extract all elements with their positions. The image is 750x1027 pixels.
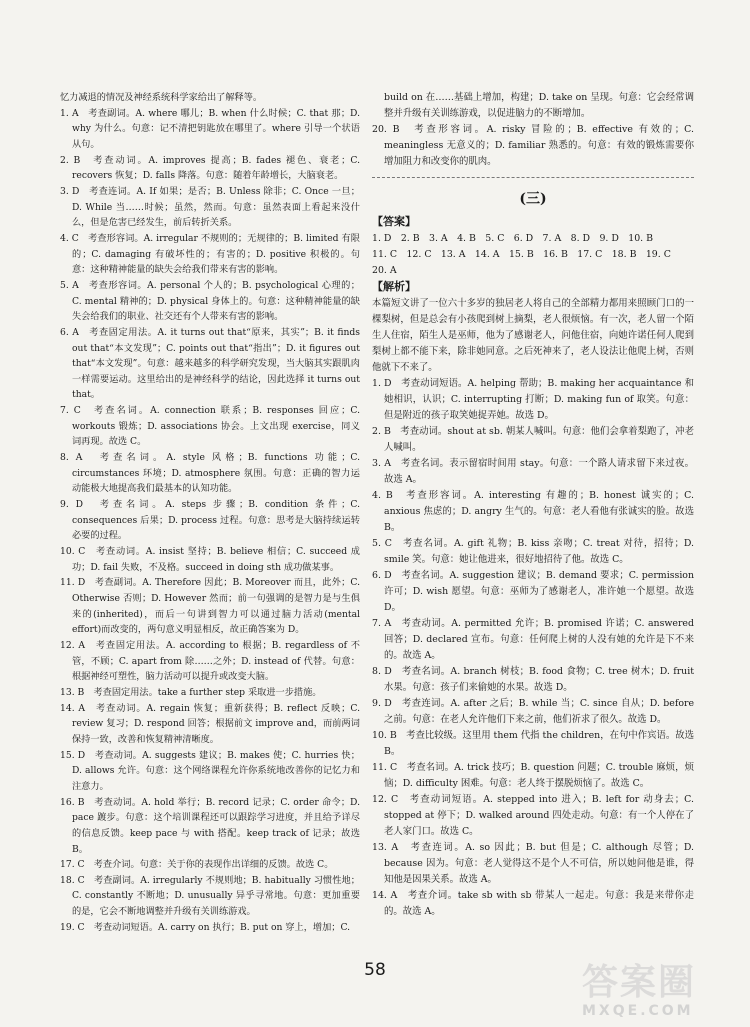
explanation-item: 3. A 考查名词。表示留宿时间用 stay。句意：一个路人请求留下来过夜。故选 A。 — [372, 458, 694, 485]
answer-key-line: 1. D 2. B 3. A 4. B 5. C 6. D 7. A 8. D 9. D 10. B — [372, 233, 654, 244]
answer-key-line: 11. C 12. C 13. A 14. A 15. B 16. B 17. C 18. B 19. C — [372, 249, 671, 260]
analysis-intro: 本篇短文讲了一位六十多岁的独居老人将自己的全部精力都用来照顾门口的一棵梨树，但是总会有小孩爬到树上摘梨，老人很烦恼。有一次，老人留一个陌生人住宿，陌生人是巫师，他为了感谢老人，问他住宿，向她许诺任何人爬到梨树上都不能下来，除非她同意。之后死神来了，老人设法让他爬上树，否则他就下不来了。 — [372, 298, 694, 373]
explanation-item: 17. C 考查介词。句意：关于你的表现作出详细的反馈。故选 C。 — [60, 859, 334, 871]
watermark-logo: 答案圈 MXQE.COM — [582, 962, 697, 1019]
explanation-item: 11. C 考查名词。A. trick 技巧；B. question 问题；C. trouble 麻烦，烦恼；D. difficulty 困难。句意：老人终于摆脱烦恼了。故选 C。 — [372, 762, 694, 789]
explanation-item: 2. B 考查动词。shout at sb. 朝某人喊叫。句意：他们会拿着梨跑了，冲老人喊叫。 — [372, 426, 694, 453]
explanation-item: 12. C 考查动词短语。A. stepped into 进入；B. left for 动身去；C. stopped at 停下；D. walked around 四处走动。句意：有一个人停在了老人家门口。故选 C。 — [372, 794, 694, 837]
analysis-items — [372, 376, 694, 920]
explanation-item: 2. B 考查动词。A. improves 提高；B. fades 褪色、衰老；C. recovers 恢复；D. falls 降落。句意：随着年龄增长，大脑衰老。 — [60, 154, 360, 182]
explanation-item: 8. D 考查名词。A. branch 树枝；B. food 食物；C. tree 树木；D. fruit 水果。句意：孩子们来偷她的水果。故选 D。 — [372, 666, 694, 693]
explanation-item: 13. A 考查连词。A. so 因此；B. but 但是；C. although 尽管；D. because 因为。句意：老人觉得这不是个人不可信，所以她问他是谁，得知他是因果关系。故选 A。 — [372, 842, 694, 885]
analysis-label: 【解析】 — [372, 280, 416, 293]
answer-label: 【答案】 — [372, 215, 416, 228]
explanation-item: build on 在……基础上增加，构建；D. take on 呈现。句意：它会经常调整并升级有关训练游戏，以促进脑力的不断增加。 — [384, 92, 694, 119]
section-divider — [372, 177, 694, 178]
section-title: (三) — [519, 191, 547, 207]
explanation-item: 5. C 考查名词。A. gift 礼物；B. kiss 亲吻；C. treat 对待，招待；D. smile 笑。句意：她让他进来，很好地招待了他。故选 C。 — [372, 538, 694, 565]
left-column — [60, 90, 360, 935]
explanation-item: 9. D 考查名词。A. steps 步骤；B. condition 条件；C. consequences 后果；D. process 过程。句意：思考是大脑持续运转必要的过程。 — [60, 499, 360, 542]
explanation-item: 4. B 考查形容词。A. interesting 有趣的；B. honest 诚实的；C. anxious 焦虑的；D. angry 生气的。句意：老人看他有张诚实的脸。故选 B。 — [372, 490, 694, 533]
explanation-item: 10. C 考查动词。A. insist 坚持；B. believe 相信；C. succeed 成功；D. fail 失败，不及格。succeed in doing sth 成功做某事。 — [60, 546, 360, 573]
explanation-item: 6. D 考查名词。A. suggestion 建议；B. demand 要求；C. permission 许可；D. wish 愿望。句意：巫师为了感谢老人，准许她一个愿望。故选 D。 — [372, 570, 694, 613]
explanation-item: 7. A 考查动词。A. permitted 允许；B. promised 许诺；C. answered 回答；D. declared 宣布。句意：任何爬上树的人没有她的允许是下不来的。故选 A。 — [372, 618, 694, 661]
page-number: 58 — [364, 960, 386, 980]
explanation-item: 5. A 考查形容词。A. personal 个人的；B. psychological 心理的；C. mental 精神的；D. physical 身体上的。句意：这种精神能量的缺失会给我们的职业、社交还有个人带来有害的影响。 — [60, 279, 360, 323]
explanation-item: 20. B 考查形容词。A. risky 冒险的；B. effective 有效的；C. meaningless 无意义的；D. familiar 熟悉的。句意：有效的锻炼需要你增加阻力和改变你的肌肉。 — [372, 124, 694, 167]
explanation-item: 13. B 考查固定用法。take a further step 采取进一步措施。 — [60, 686, 322, 698]
explanation-item: 10. B 考查比较级。这里用 them 代指 the children，在句中作宾语。故选 B。 — [372, 730, 694, 757]
explanation-item: 16. B 考查动词。A. hold 举行；B. record 记录；C. order 命令；D. pace 踱步。句意：这个培训课程还可以跟踪学习进度，并且给予详尽的信息反馈。keep pace 与 with 搭配。keep track of 记录；故选 B。 — [60, 796, 360, 855]
explanation-item: 18. C 考查副词。A. irregularly 不规则地；B. habitually 习惯性地；C. constantly 不断地；D. unusually 异乎寻常地。句意：更加重要的是，它会不断地调整并升级有关训练游戏。 — [60, 874, 360, 918]
explanation-item: 忆力减退的情况及神经系统科学家给出了解释等。 — [60, 92, 263, 103]
explanation-item: 1. A 考查副词。A. where 哪儿；B. when 什么时候；C. that 那；D. why 为什么。句意：记不清把钥匙放在哪里了。where 引导一个状语从句。 — [60, 107, 360, 150]
answer-key-line: 20. A — [372, 265, 397, 276]
explanation-item: 8. A 考查名词。A. style 风格；B. functions 功能；C. circumstances 环境；D. atmosphere 氛围。句意：正确的智力运动能极大地提高我们最基本的认知功能。 — [60, 452, 360, 495]
explanation-item: 14. A 考查动词。A. regain 恢复；重新获得；B. reflect 反映；C. review 复习；D. respond 回答；根据前文 improve and，而前两词保持一致，改善和恢复精神清晰度。 — [60, 702, 360, 745]
right-column-continuation — [372, 90, 694, 170]
explanation-item: 4. C 考查形容词。A. irregular 不规则的；无规律的；B. limited 有限的；C. damaging 有破坏性的；有害的；D. positive 积极的。句意：这种精神能量的缺失会给我们带来有害的影响。 — [60, 232, 360, 276]
right-column — [372, 90, 694, 920]
explanation-item: 6. A 考查固定用法。A. it turns out that“原来，其实”；B. it finds out that“本文发现”；C. points out that“指出”；D. it figures out that“本文发现”。句意：越来越多的科学研究发现，当大脑其实跟肌肉一样需要运动。这里给出的是神经科学的结论，因此选择 it turns out that。 — [60, 326, 360, 401]
explanation-item: 11. D 考查副词。A. Therefore 因此；B. Moreover 而且，此外；C. Otherwise 否则；D. However 然而；前一句强调的是智力是与生俱来的(inherited)，而后一句讲到智力可以通过脑力活动(mental effort)而改变的，两句意义明显相反，故正确答案为 D。 — [60, 577, 360, 636]
explanation-item: 3. D 考查连词。A. If 如果；是否；B. Unless 除非；C. Once 一旦；D. While 当……时候；虽然，然而。句意：虽然表面上看起来没什么，但是危害已经发生，前后转折关系。 — [60, 185, 360, 229]
explanation-item: 14. A 考查介词。take sb with sb 带某人一起走。句意：我是来带你走的。故选 A。 — [372, 890, 694, 917]
explanation-item: 7. C 考查名词。A. connection 联系；B. responses 回应；C. workouts 锻炼；D. associations 协会。上文出现 exercise，同义词再现。故选 C。 — [60, 405, 360, 448]
explanation-item: 19. C 考查动词短语。A. carry on 执行；B. put on 穿上，增加；C. — [60, 921, 351, 933]
explanation-item: 12. A 考查固定用法。A. according to 根据；B. regardless of 不管，不顾；C. apart from 除……之外；D. instead of 代替。句意：根据神经可塑性，脑力活动可以提升或改变大脑。 — [60, 639, 360, 683]
explanation-item: 1. D 考查动词短语。A. helping 帮助；B. making her acquaintance 和她相识，认识；C. interrupting 打断；D. making fun of 取笑。句意：但是附近的孩子取笑她捉弄她。故选 D。 — [372, 378, 694, 421]
explanation-item: 15. D 考查动词。A. suggests 建议；B. makes 使；C. hurries 快；D. allows 允许。句意：这个网络课程允许你系统地改善你的记忆力和注意力。 — [60, 749, 360, 792]
explanation-item: 9. D 考查连词。A. after 之后；B. while 当；C. since 自从；D. before 之前。句意：在老人允许他们下来之前，他们祈求了很久。故选 D。 — [372, 698, 694, 725]
